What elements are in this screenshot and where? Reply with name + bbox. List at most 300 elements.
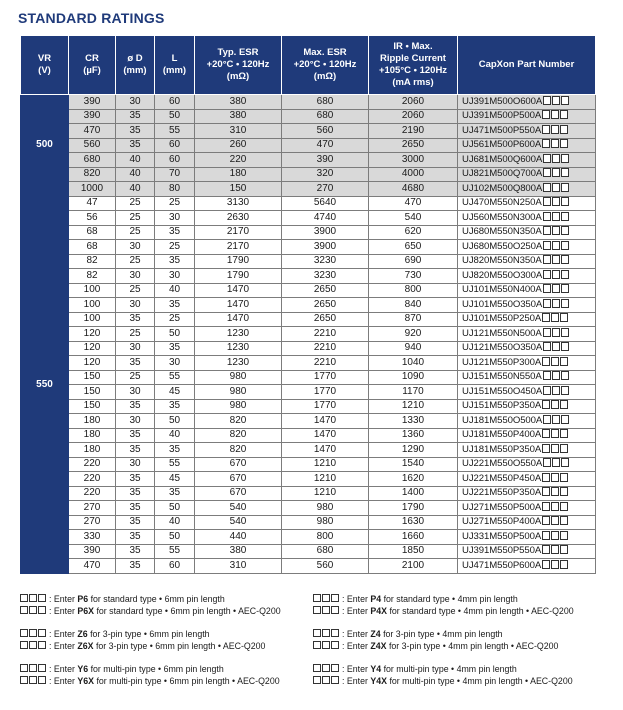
typ-esr-cell: 2630	[195, 211, 282, 226]
typ-esr-cell: 180	[195, 167, 282, 182]
note-code: Z6X	[77, 641, 94, 651]
header-max-esr: Max. ESR +20°C • 120Hz (mΩ)	[282, 36, 369, 95]
capacitance-cell: 330	[69, 530, 116, 545]
diameter-cell: 35	[116, 312, 155, 327]
max-esr-cell: 1470	[282, 414, 369, 429]
capacitance-cell: 270	[69, 515, 116, 530]
part-number-cell	[458, 544, 596, 559]
ripple-cell: 1790	[369, 501, 458, 516]
length-cell: 80	[155, 182, 195, 197]
capacitance-cell: 680	[69, 153, 116, 168]
placeholder-box-icon	[551, 444, 559, 453]
placeholder-boxes-icon	[313, 594, 340, 605]
ripple-cell: 870	[369, 312, 458, 327]
capacitance-cell: 560	[69, 138, 116, 153]
capacitance-cell: 390	[69, 544, 116, 559]
placeholder-box-icon	[542, 357, 550, 366]
part-number-cell	[458, 341, 596, 356]
header-diameter: ø D (mm)	[116, 36, 155, 95]
placeholder-box-icon	[561, 168, 569, 177]
header-typ-esr: Typ. ESR +20°C • 120Hz (mΩ)	[195, 36, 282, 95]
note-prefix: Enter	[346, 641, 371, 651]
capacitance-cell: 68	[69, 240, 116, 255]
table-row	[21, 312, 596, 327]
ripple-cell: 1620	[369, 472, 458, 487]
max-esr-cell: 680	[282, 109, 369, 124]
note-prefix: Enter	[346, 594, 371, 604]
max-esr-cell: 560	[282, 559, 369, 574]
diameter-cell: 25	[116, 196, 155, 211]
placeholder-box-icon	[560, 516, 568, 525]
max-esr-cell: 1770	[282, 370, 369, 385]
typ-esr-cell: 380	[195, 544, 282, 559]
capacitance-cell: 220	[69, 457, 116, 472]
table-row	[21, 196, 596, 211]
placeholder-box-icon	[560, 139, 568, 148]
note-line: : Enter Y4X for multi-pin type • 4mm pin length • AEC-Q200	[313, 676, 573, 687]
diameter-cell: 35	[116, 472, 155, 487]
length-cell: 35	[155, 341, 195, 356]
table-row	[21, 385, 596, 400]
placeholder-box-icon	[552, 328, 560, 337]
note-line: : Enter Z4 for 3-pin type • 4mm pin length	[313, 629, 503, 640]
max-esr-cell: 470	[282, 138, 369, 153]
table-row	[21, 109, 596, 124]
length-cell: 35	[155, 298, 195, 313]
part-number-text: UJ560M550N300A	[462, 211, 542, 223]
note-text: for multi-pin type • 6mm pin length	[88, 664, 224, 674]
part-number-cell	[458, 283, 596, 298]
placeholder-box-icon	[561, 241, 569, 250]
diameter-cell: 25	[116, 254, 155, 269]
typ-esr-cell: 540	[195, 515, 282, 530]
note-prefix: Enter	[53, 606, 78, 616]
note-code: Z4	[370, 629, 381, 639]
ripple-cell: 1400	[369, 486, 458, 501]
note-text: for standard type • 6mm pin length	[88, 594, 225, 604]
ripple-cell: 690	[369, 254, 458, 269]
typ-esr-cell: 380	[195, 95, 282, 110]
ripple-cell: 2060	[369, 95, 458, 110]
placeholder-box-icon	[542, 487, 550, 496]
max-esr-cell: 2210	[282, 341, 369, 356]
table-row	[21, 370, 596, 385]
length-cell: 60	[155, 153, 195, 168]
note-text: for 3-pin type • 4mm pin length	[380, 629, 503, 639]
placeholder-box-icon	[552, 241, 560, 250]
placeholder-box-icon	[561, 197, 569, 206]
max-esr-cell: 1770	[282, 399, 369, 414]
placeholder-box-icon	[561, 371, 569, 380]
placeholder-box-icon	[542, 313, 550, 322]
part-number-text: UJ681M500Q600A	[462, 153, 543, 165]
placeholder-box-icon	[543, 371, 551, 380]
length-cell: 50	[155, 109, 195, 124]
placeholder-box-icon	[561, 183, 569, 192]
placeholder-box-icon	[543, 458, 551, 467]
typ-esr-cell: 2170	[195, 225, 282, 240]
placeholder-box-icon	[542, 502, 550, 511]
placeholder-box-icon	[560, 444, 568, 453]
diameter-cell: 35	[116, 486, 155, 501]
part-number-text: UJ151M550P350A	[462, 400, 542, 412]
max-esr-cell: 2650	[282, 298, 369, 313]
note-prefix: Enter	[53, 676, 78, 686]
capacitance-cell: 820	[69, 167, 116, 182]
part-number-cell	[458, 298, 596, 313]
max-esr-cell: 1470	[282, 428, 369, 443]
placeholder-boxes-icon	[313, 676, 340, 687]
ripple-cell: 1090	[369, 370, 458, 385]
capacitance-cell: 150	[69, 385, 116, 400]
note-code: P4	[370, 594, 382, 604]
note-text: for 3-pin type • 6mm pin length	[87, 629, 210, 639]
diameter-cell: 35	[116, 138, 155, 153]
typ-esr-cell: 1470	[195, 312, 282, 327]
note-text: for multi-pin type • 6mm pin length • AEC-Q200	[94, 676, 280, 686]
diameter-cell: 35	[116, 559, 155, 574]
placeholder-box-icon	[560, 545, 568, 554]
max-esr-cell: 2650	[282, 312, 369, 327]
placeholder-boxes-icon	[20, 641, 47, 652]
placeholder-box-icon	[542, 125, 550, 134]
placeholder-box-icon	[561, 328, 569, 337]
part-number-cell	[458, 457, 596, 472]
table-row	[21, 124, 596, 139]
ripple-cell: 1360	[369, 428, 458, 443]
capacitance-cell: 390	[69, 109, 116, 124]
diameter-cell: 25	[116, 211, 155, 226]
diameter-cell: 35	[116, 109, 155, 124]
placeholder-box-icon	[561, 226, 569, 235]
part-number-text: UJ391M500O600A	[462, 95, 543, 107]
note-line: : Enter Y4 for multi-pin type • 4mm pin length	[313, 664, 517, 675]
part-number-text: UJ471M500P550A	[462, 124, 542, 136]
part-number-cell	[458, 182, 596, 197]
ripple-cell: 920	[369, 327, 458, 342]
placeholder-box-icon	[561, 415, 569, 424]
length-cell: 55	[155, 370, 195, 385]
placeholder-box-icon	[543, 255, 551, 264]
ripple-cell: 540	[369, 211, 458, 226]
length-cell: 55	[155, 457, 195, 472]
table-row	[21, 428, 596, 443]
capacitance-cell: 1000	[69, 182, 116, 197]
placeholder-box-icon	[561, 299, 569, 308]
typ-esr-cell: 1790	[195, 254, 282, 269]
length-cell: 25	[155, 196, 195, 211]
diameter-cell: 30	[116, 298, 155, 313]
part-number-text: UJ121M550O350A	[462, 342, 543, 354]
part-number-text: UJ221M550P350A	[462, 487, 542, 499]
voltage-cell: 500	[21, 95, 69, 197]
part-number-cell	[458, 211, 596, 226]
note-prefix: Enter	[346, 606, 371, 616]
length-cell: 55	[155, 124, 195, 139]
diameter-cell: 30	[116, 457, 155, 472]
table-row	[21, 211, 596, 226]
part-number-cell	[458, 327, 596, 342]
ripple-cell: 2060	[369, 109, 458, 124]
ratings-table	[20, 35, 596, 574]
header-length: L (mm)	[155, 36, 195, 95]
table-row	[21, 559, 596, 574]
length-cell: 30	[155, 269, 195, 284]
placeholder-box-icon	[552, 415, 560, 424]
typ-esr-cell: 820	[195, 443, 282, 458]
ripple-cell: 840	[369, 298, 458, 313]
placeholder-box-icon	[543, 197, 551, 206]
length-cell: 30	[155, 211, 195, 226]
placeholder-box-icon	[551, 139, 559, 148]
header-capacitance: CR (µF)	[69, 36, 116, 95]
length-cell: 50	[155, 501, 195, 516]
max-esr-cell: 4740	[282, 211, 369, 226]
length-cell: 45	[155, 472, 195, 487]
typ-esr-cell: 3130	[195, 196, 282, 211]
capacitance-cell: 220	[69, 486, 116, 501]
length-cell: 50	[155, 530, 195, 545]
diameter-cell: 35	[116, 443, 155, 458]
diameter-cell: 35	[116, 515, 155, 530]
length-cell: 35	[155, 225, 195, 240]
placeholder-box-icon	[552, 154, 560, 163]
placeholder-box-icon	[542, 516, 550, 525]
length-cell: 35	[155, 399, 195, 414]
note-code: P4X	[370, 606, 388, 616]
part-number-text: UJ680M550N350A	[462, 226, 542, 238]
note-prefix: Enter	[53, 641, 78, 651]
length-cell: 55	[155, 544, 195, 559]
capacitance-cell: 150	[69, 370, 116, 385]
header-voltage: VR (V)	[21, 36, 69, 95]
table-row	[21, 269, 596, 284]
part-number-text: UJ221M550P450A	[462, 472, 542, 484]
placeholder-boxes-icon	[20, 594, 47, 605]
note-line: : Enter Y6X for multi-pin type • 6mm pin length • AEC-Q200	[20, 676, 280, 687]
placeholder-box-icon	[551, 531, 559, 540]
placeholder-box-icon	[560, 560, 568, 569]
max-esr-cell: 2650	[282, 283, 369, 298]
ripple-cell: 940	[369, 341, 458, 356]
placeholder-box-icon	[551, 429, 559, 438]
table-row	[21, 153, 596, 168]
placeholder-box-icon	[543, 241, 551, 250]
part-number-cell	[458, 153, 596, 168]
placeholder-box-icon	[561, 96, 569, 105]
placeholder-box-icon	[552, 226, 560, 235]
placeholder-box-icon	[543, 284, 551, 293]
capacitance-cell: 470	[69, 559, 116, 574]
max-esr-cell: 1210	[282, 486, 369, 501]
part-number-text: UJ151M550O450A	[462, 385, 543, 397]
diameter-cell: 30	[116, 240, 155, 255]
table-row	[21, 544, 596, 559]
ripple-cell: 2190	[369, 124, 458, 139]
note-code: Z4X	[370, 641, 387, 651]
diameter-cell: 30	[116, 385, 155, 400]
note-code: Z6	[77, 629, 88, 639]
length-cell: 40	[155, 283, 195, 298]
length-cell: 30	[155, 356, 195, 371]
length-cell: 60	[155, 95, 195, 110]
part-number-text: UJ151M550N550A	[462, 371, 542, 383]
typ-esr-cell: 820	[195, 428, 282, 443]
placeholder-box-icon	[543, 226, 551, 235]
note-line: : Enter P4 for standard type • 4mm pin length	[313, 594, 518, 605]
note-code: P6	[77, 594, 89, 604]
note-code: Y6X	[77, 676, 95, 686]
typ-esr-cell: 540	[195, 501, 282, 516]
table-row	[21, 298, 596, 313]
note-prefix: Enter	[53, 629, 78, 639]
capacitance-cell: 100	[69, 298, 116, 313]
ripple-cell: 2100	[369, 559, 458, 574]
typ-esr-cell: 1470	[195, 283, 282, 298]
ripple-cell: 1040	[369, 356, 458, 371]
diameter-cell: 25	[116, 225, 155, 240]
typ-esr-cell: 820	[195, 414, 282, 429]
capacitance-cell: 180	[69, 414, 116, 429]
ripple-cell: 1210	[369, 399, 458, 414]
table-row	[21, 283, 596, 298]
ripple-cell: 4680	[369, 182, 458, 197]
placeholder-box-icon	[552, 96, 560, 105]
part-number-cell	[458, 428, 596, 443]
placeholder-box-icon	[560, 429, 568, 438]
placeholder-box-icon	[552, 212, 560, 221]
part-number-text: UJ470M550N250A	[462, 197, 542, 209]
placeholder-box-icon	[551, 545, 559, 554]
table-row	[21, 486, 596, 501]
note-prefix: Enter	[346, 676, 371, 686]
placeholder-box-icon	[552, 342, 560, 351]
table-row	[21, 167, 596, 182]
part-number-cell	[458, 124, 596, 139]
placeholder-box-icon	[551, 125, 559, 134]
placeholder-box-icon	[543, 415, 551, 424]
page-title: STANDARD RATINGS	[18, 10, 165, 26]
placeholder-box-icon	[560, 531, 568, 540]
part-number-text: UJ121M550P300A	[462, 356, 542, 368]
part-number-cell	[458, 443, 596, 458]
part-number-cell	[458, 356, 596, 371]
part-number-cell	[458, 472, 596, 487]
placeholder-box-icon	[552, 386, 560, 395]
ripple-cell: 650	[369, 240, 458, 255]
part-number-cell	[458, 370, 596, 385]
length-cell: 25	[155, 240, 195, 255]
note-text: for standard type • 6mm pin length • AEC-Q200	[94, 606, 281, 616]
placeholder-box-icon	[561, 386, 569, 395]
table-row	[21, 399, 596, 414]
part-number-cell	[458, 254, 596, 269]
diameter-cell: 35	[116, 428, 155, 443]
note-line: : Enter Y6 for multi-pin type • 6mm pin length	[20, 664, 224, 675]
diameter-cell: 35	[116, 399, 155, 414]
note-code: Y4	[370, 664, 382, 674]
part-number-text: UJ271M550P400A	[462, 516, 542, 528]
part-number-cell	[458, 240, 596, 255]
placeholder-box-icon	[552, 371, 560, 380]
placeholder-box-icon	[561, 284, 569, 293]
note-code: Y4X	[370, 676, 388, 686]
max-esr-cell: 390	[282, 153, 369, 168]
ripple-cell: 2650	[369, 138, 458, 153]
typ-esr-cell: 670	[195, 472, 282, 487]
table-row	[21, 501, 596, 516]
placeholder-box-icon	[560, 502, 568, 511]
placeholder-box-icon	[560, 473, 568, 482]
ripple-cell: 4000	[369, 167, 458, 182]
placeholder-box-icon	[561, 458, 569, 467]
diameter-cell: 40	[116, 167, 155, 182]
typ-esr-cell: 310	[195, 124, 282, 139]
ripple-cell: 730	[369, 269, 458, 284]
capacitance-cell: 390	[69, 95, 116, 110]
table-row	[21, 443, 596, 458]
typ-esr-cell: 2170	[195, 240, 282, 255]
placeholder-boxes-icon	[313, 641, 340, 652]
typ-esr-cell: 980	[195, 385, 282, 400]
ripple-cell: 620	[369, 225, 458, 240]
capacitance-cell: 120	[69, 356, 116, 371]
part-number-text: UJ391M500P500A	[462, 110, 542, 122]
placeholder-box-icon	[561, 342, 569, 351]
placeholder-box-icon	[552, 183, 560, 192]
max-esr-cell: 1770	[282, 385, 369, 400]
placeholder-box-icon	[551, 473, 559, 482]
part-number-text: UJ391M550P550A	[462, 545, 542, 557]
diameter-cell: 30	[116, 95, 155, 110]
typ-esr-cell: 440	[195, 530, 282, 545]
capacitance-cell: 47	[69, 196, 116, 211]
ripple-cell: 3000	[369, 153, 458, 168]
diameter-cell: 35	[116, 544, 155, 559]
placeholder-box-icon	[543, 154, 551, 163]
length-cell: 25	[155, 312, 195, 327]
part-number-text: UJ821M500Q700A	[462, 168, 543, 180]
note-prefix: Enter	[53, 664, 78, 674]
note-line: : Enter Z6 for 3-pin type • 6mm pin length	[20, 629, 210, 640]
header-row	[21, 36, 596, 95]
part-number-text: UJ181M550P350A	[462, 443, 542, 455]
typ-esr-cell: 260	[195, 138, 282, 153]
note-line: : Enter P6 for standard type • 6mm pin length	[20, 594, 225, 605]
ripple-cell: 1660	[369, 530, 458, 545]
table-row	[21, 356, 596, 371]
note-text: for multi-pin type • 4mm pin length • AEC-Q200	[387, 676, 573, 686]
placeholder-box-icon	[543, 96, 551, 105]
placeholder-boxes-icon	[20, 676, 47, 687]
part-number-text: UJ101M550O350A	[462, 298, 543, 310]
placeholder-boxes-icon	[313, 664, 340, 675]
max-esr-cell: 2210	[282, 327, 369, 342]
note-prefix: Enter	[346, 629, 371, 639]
capacitance-cell: 270	[69, 501, 116, 516]
note-text: for standard type • 4mm pin length • AEC-Q200	[387, 606, 574, 616]
placeholder-box-icon	[542, 531, 550, 540]
placeholder-boxes-icon	[20, 606, 47, 617]
part-number-cell	[458, 196, 596, 211]
note-line: : Enter P4X for standard type • 4mm pin length • AEC-Q200	[313, 606, 574, 617]
diameter-cell: 30	[116, 414, 155, 429]
max-esr-cell: 980	[282, 515, 369, 530]
placeholder-box-icon	[543, 168, 551, 177]
typ-esr-cell: 380	[195, 109, 282, 124]
capacitance-cell: 220	[69, 472, 116, 487]
max-esr-cell: 1470	[282, 443, 369, 458]
